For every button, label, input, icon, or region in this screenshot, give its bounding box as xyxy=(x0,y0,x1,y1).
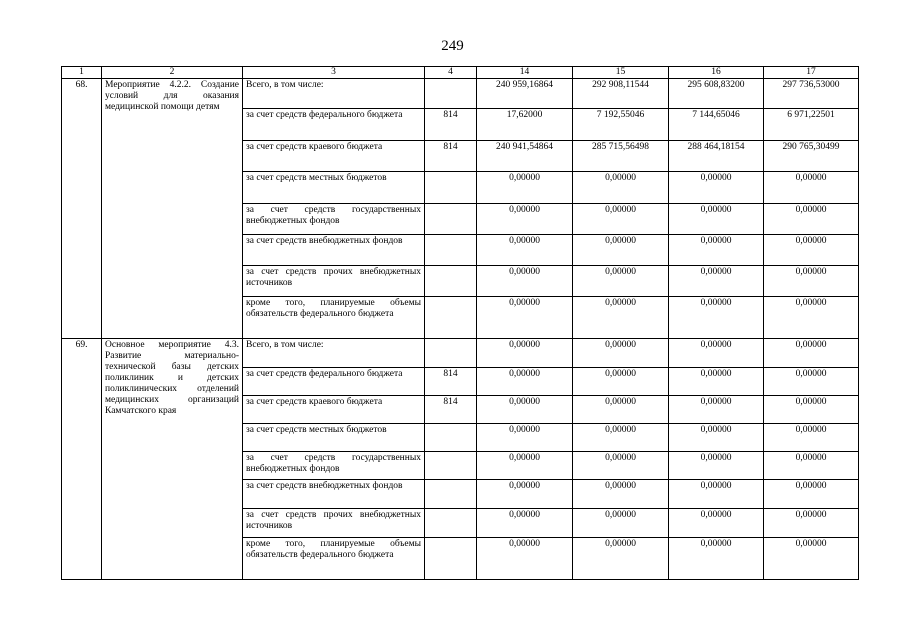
funding-source: за счет средств прочих внебюджетных источников xyxy=(243,266,425,297)
amount-cell: 0,00000 xyxy=(764,424,859,452)
amount-cell: 295 608,83200 xyxy=(669,79,764,109)
amount-cell: 0,00000 xyxy=(764,509,859,538)
budget-code xyxy=(425,172,477,204)
amount-cell: 0,00000 xyxy=(573,509,669,538)
budget-code xyxy=(425,266,477,297)
row-number: 68. xyxy=(62,79,102,339)
amount-cell: 0,00000 xyxy=(477,368,573,396)
amount-cell: 0,00000 xyxy=(573,396,669,424)
header-row xyxy=(62,67,859,79)
budget-code: 814 xyxy=(425,109,477,141)
column-header: 4 xyxy=(425,67,477,79)
amount-cell: 0,00000 xyxy=(573,235,669,266)
amount-cell: 0,00000 xyxy=(764,266,859,297)
row-number: 69. xyxy=(62,339,102,580)
amount-cell: 0,00000 xyxy=(669,452,764,480)
amount-cell: 0,00000 xyxy=(764,297,859,339)
column-header: 3 xyxy=(243,67,425,79)
amount-cell: 240 941,54864 xyxy=(477,141,573,172)
amount-cell: 0,00000 xyxy=(669,297,764,339)
column-header: 16 xyxy=(669,67,764,79)
budget-code: 814 xyxy=(425,396,477,424)
amount-cell: 0,00000 xyxy=(477,266,573,297)
budget-table xyxy=(61,66,859,580)
amount-cell: 0,00000 xyxy=(669,424,764,452)
activity-name: Мероприятие 4.2.2. Создание условий для оказания медицинской помощи детям xyxy=(102,79,243,339)
amount-cell: 292 908,11544 xyxy=(573,79,669,109)
amount-cell: 7 192,55046 xyxy=(573,109,669,141)
funding-source: за счет средств федерального бюджета xyxy=(243,109,425,141)
amount-cell: 0,00000 xyxy=(764,452,859,480)
funding-source: за счет средств краевого бюджета xyxy=(243,141,425,172)
funding-source: Всего, в том числе: xyxy=(243,339,425,368)
budget-code xyxy=(425,204,477,235)
amount-cell: 0,00000 xyxy=(764,368,859,396)
amount-cell: 0,00000 xyxy=(477,235,573,266)
funding-source: за счет средств местных бюджетов xyxy=(243,424,425,452)
amount-cell: 0,00000 xyxy=(669,339,764,368)
budget-code xyxy=(425,297,477,339)
funding-source: кроме того, планируемые объемы обязательств федерального бюджета xyxy=(243,538,425,580)
amount-cell: 0,00000 xyxy=(477,396,573,424)
amount-cell: 0,00000 xyxy=(669,509,764,538)
budget-code xyxy=(425,452,477,480)
amount-cell: 0,00000 xyxy=(477,172,573,204)
amount-cell: 0,00000 xyxy=(764,339,859,368)
amount-cell: 240 959,16864 xyxy=(477,79,573,109)
funding-source: Всего, в том числе: xyxy=(243,79,425,109)
funding-source: кроме того, планируемые объемы обязательств федерального бюджета xyxy=(243,297,425,339)
table-row xyxy=(62,79,859,109)
budget-code: 814 xyxy=(425,141,477,172)
amount-cell: 297 736,53000 xyxy=(764,79,859,109)
amount-cell: 0,00000 xyxy=(669,538,764,580)
amount-cell: 17,62000 xyxy=(477,109,573,141)
amount-cell: 0,00000 xyxy=(573,538,669,580)
amount-cell: 0,00000 xyxy=(669,396,764,424)
funding-source: за счет средств краевого бюджета xyxy=(243,396,425,424)
amount-cell: 0,00000 xyxy=(477,480,573,509)
amount-cell: 0,00000 xyxy=(669,368,764,396)
amount-cell: 0,00000 xyxy=(764,396,859,424)
amount-cell: 0,00000 xyxy=(669,204,764,235)
amount-cell: 6 971,22501 xyxy=(764,109,859,141)
table-row xyxy=(62,339,859,368)
amount-cell: 0,00000 xyxy=(669,266,764,297)
funding-source: за счет средств государственных внебюджетных фондов xyxy=(243,452,425,480)
amount-cell: 285 715,56498 xyxy=(573,141,669,172)
column-header: 2 xyxy=(102,67,243,79)
funding-source: за счет средств местных бюджетов xyxy=(243,172,425,204)
column-header: 1 xyxy=(62,67,102,79)
amount-cell: 0,00000 xyxy=(669,172,764,204)
amount-cell: 0,00000 xyxy=(573,266,669,297)
page-number: 249 xyxy=(441,38,464,54)
amount-cell: 7 144,65046 xyxy=(669,109,764,141)
amount-cell: 0,00000 xyxy=(573,368,669,396)
amount-cell: 0,00000 xyxy=(573,339,669,368)
amount-cell: 0,00000 xyxy=(477,452,573,480)
amount-cell: 0,00000 xyxy=(669,235,764,266)
column-header: 15 xyxy=(573,67,669,79)
column-header: 17 xyxy=(764,67,859,79)
amount-cell: 0,00000 xyxy=(573,452,669,480)
amount-cell: 0,00000 xyxy=(477,424,573,452)
amount-cell: 290 765,30499 xyxy=(764,141,859,172)
amount-cell: 0,00000 xyxy=(573,204,669,235)
amount-cell: 0,00000 xyxy=(573,172,669,204)
amount-cell: 0,00000 xyxy=(573,297,669,339)
activity-name: Основное мероприятие 4.3. Развитие материально-технической базы детских поликлиник и детских поликлинических отделений медицинских организаций Камчатского края xyxy=(102,339,243,580)
funding-source: за счет средств федерального бюджета xyxy=(243,368,425,396)
amount-cell: 0,00000 xyxy=(573,480,669,509)
amount-cell: 288 464,18154 xyxy=(669,141,764,172)
budget-code: 814 xyxy=(425,368,477,396)
column-header: 14 xyxy=(477,67,573,79)
funding-source: за счет средств прочих внебюджетных источников xyxy=(243,509,425,538)
amount-cell: 0,00000 xyxy=(764,538,859,580)
budget-code xyxy=(425,424,477,452)
amount-cell: 0,00000 xyxy=(477,509,573,538)
amount-cell: 0,00000 xyxy=(764,172,859,204)
budget-code xyxy=(425,339,477,368)
budget-code xyxy=(425,79,477,109)
budget-code xyxy=(425,480,477,509)
amount-cell: 0,00000 xyxy=(477,339,573,368)
amount-cell: 0,00000 xyxy=(477,297,573,339)
budget-code xyxy=(425,538,477,580)
amount-cell: 0,00000 xyxy=(764,235,859,266)
funding-source: за счет средств внебюджетных фондов xyxy=(243,235,425,266)
amount-cell: 0,00000 xyxy=(669,480,764,509)
amount-cell: 0,00000 xyxy=(477,538,573,580)
amount-cell: 0,00000 xyxy=(764,204,859,235)
amount-cell: 0,00000 xyxy=(477,204,573,235)
budget-code xyxy=(425,509,477,538)
amount-cell: 0,00000 xyxy=(573,424,669,452)
funding-source: за счет средств государственных внебюджетных фондов xyxy=(243,204,425,235)
funding-source: за счет средств внебюджетных фондов xyxy=(243,480,425,509)
amount-cell: 0,00000 xyxy=(764,480,859,509)
budget-code xyxy=(425,235,477,266)
